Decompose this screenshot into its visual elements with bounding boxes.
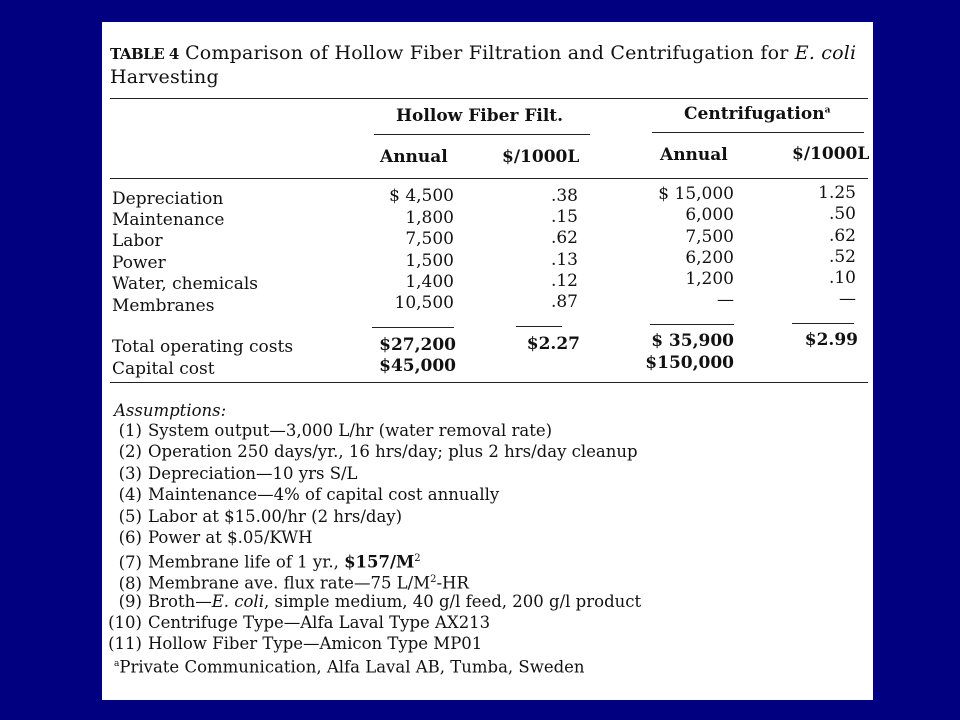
- cell-cf-annual: 7,500: [685, 227, 734, 247]
- cell-cf-annual: 6,000: [685, 205, 734, 225]
- assumption-item: (10) Centrifuge Type—Alfa Laval Type AX213: [108, 613, 491, 632]
- table-label: TABLE 4: [110, 45, 179, 63]
- group-header-centrifugation: Centrifugation$^a$: [684, 104, 831, 124]
- table-page: [102, 22, 873, 700]
- cell-cf-per1000: .62: [828, 226, 856, 246]
- assumption-item: (6) Power at $.05/KWH: [118, 528, 313, 547]
- col-header-cf-per1000: $/1000L: [792, 144, 870, 164]
- row-label: Depreciation: [112, 189, 224, 209]
- caption-text: Comparison of Hollow Fiber Filtration and Centrifugation for: [185, 42, 795, 64]
- cell-hf-annual: 7,500: [405, 229, 454, 249]
- cell-cf-annual: $ 15,000: [658, 184, 734, 204]
- cell-hf-per1000: $2.27: [526, 334, 580, 354]
- caption-species: E. coli: [794, 42, 857, 64]
- group-header-hollow-fiber: Hollow Fiber Filt.: [396, 106, 564, 126]
- row-label: Power: [112, 253, 166, 273]
- cell-cf-annual: $ 35,900: [651, 331, 734, 351]
- table-caption: [110, 42, 870, 89]
- cell-hf-annual: 1,800: [405, 208, 454, 228]
- cell-cf-annual: $150,000: [645, 353, 734, 373]
- bottom-rule: [110, 382, 868, 383]
- cell-cf-per1000: .50: [828, 204, 856, 224]
- row-label: Water, chemicals: [112, 274, 258, 294]
- cell-hf-per1000: .87: [550, 292, 578, 312]
- cell-hf-per1000: .62: [550, 228, 578, 248]
- cell-cf-per1000: .10: [828, 268, 856, 288]
- row-label: Capital cost: [112, 359, 215, 379]
- cell-hf-annual: $ 4,500: [389, 186, 454, 206]
- cell-cf-annual: 1,200: [685, 269, 734, 289]
- row-label: Maintenance: [112, 210, 225, 230]
- assumption-item: (7) Membrane life of 1 yr., $\$157/M^2$: [118, 552, 421, 572]
- assumption-item: (4) Maintenance—4% of capital cost annually: [118, 485, 500, 504]
- header-rule: [110, 178, 868, 179]
- subtotal-rule: [516, 326, 562, 327]
- cell-hf-annual: 1,400: [405, 272, 454, 292]
- cell-hf-per1000: .12: [550, 271, 578, 291]
- cell-cf-per1000: 1.25: [818, 183, 856, 203]
- cell-cf-per1000: .52: [828, 247, 856, 267]
- cell-hf-annual: $27,200: [379, 335, 456, 355]
- cell-hf-per1000: .13: [550, 250, 578, 270]
- row-label: Labor: [112, 231, 163, 251]
- row-label: Total operating costs: [112, 337, 294, 357]
- cell-hf-annual: 1,500: [405, 251, 454, 271]
- row-label: Membranes: [112, 296, 215, 316]
- footnote: $^a$Private Communication, Alfa Laval AB, Tumba, Sweden: [114, 657, 585, 677]
- cell-cf-per1000: —: [839, 289, 856, 309]
- assumption-item: (9) Broth—E. coli, simple medium, 40 g/l feed, 200 g/l product: [118, 592, 642, 611]
- top-rule: [110, 98, 868, 99]
- group-rule-hollow-fiber: [374, 134, 590, 135]
- assumption-item: (1) System output—3,000 L/hr (water removal rate): [118, 421, 553, 440]
- group-rule-centrifugation: [652, 132, 864, 133]
- cell-hf-per1000: .15: [550, 207, 578, 227]
- caption-text-line2: Harvesting: [110, 66, 219, 88]
- assumption-item: (11) Hollow Fiber Type—Amicon Type MP01: [108, 634, 483, 653]
- assumptions-heading: Assumptions:: [114, 401, 227, 420]
- subtotal-rule: [650, 324, 734, 325]
- cell-hf-per1000: .38: [550, 186, 578, 206]
- subtotal-rule: [792, 323, 854, 324]
- assumption-item: (3) Depreciation—10 yrs S/L: [118, 464, 358, 483]
- cell-hf-annual: 10,500: [394, 293, 454, 313]
- cell-hf-annual: $45,000: [379, 356, 456, 376]
- col-header-hf-per1000: $/1000L: [502, 147, 580, 167]
- subtotal-rule: [372, 327, 454, 328]
- assumption-item: (2) Operation 250 days/yr., 16 hrs/day; plus 2 hrs/day cleanup: [118, 442, 638, 461]
- cell-cf-per1000: $2.99: [804, 330, 858, 350]
- assumption-item: (8) Membrane ave. flux rate—75 $L/M^2-HR$: [118, 573, 469, 593]
- col-header-hf-annual: Annual: [380, 147, 448, 167]
- cell-cf-annual: 6,200: [685, 248, 734, 268]
- assumption-item: (5) Labor at $15.00/hr (2 hrs/day): [118, 507, 403, 526]
- col-header-cf-annual: Annual: [660, 145, 728, 165]
- cell-cf-annual: —: [717, 290, 734, 310]
